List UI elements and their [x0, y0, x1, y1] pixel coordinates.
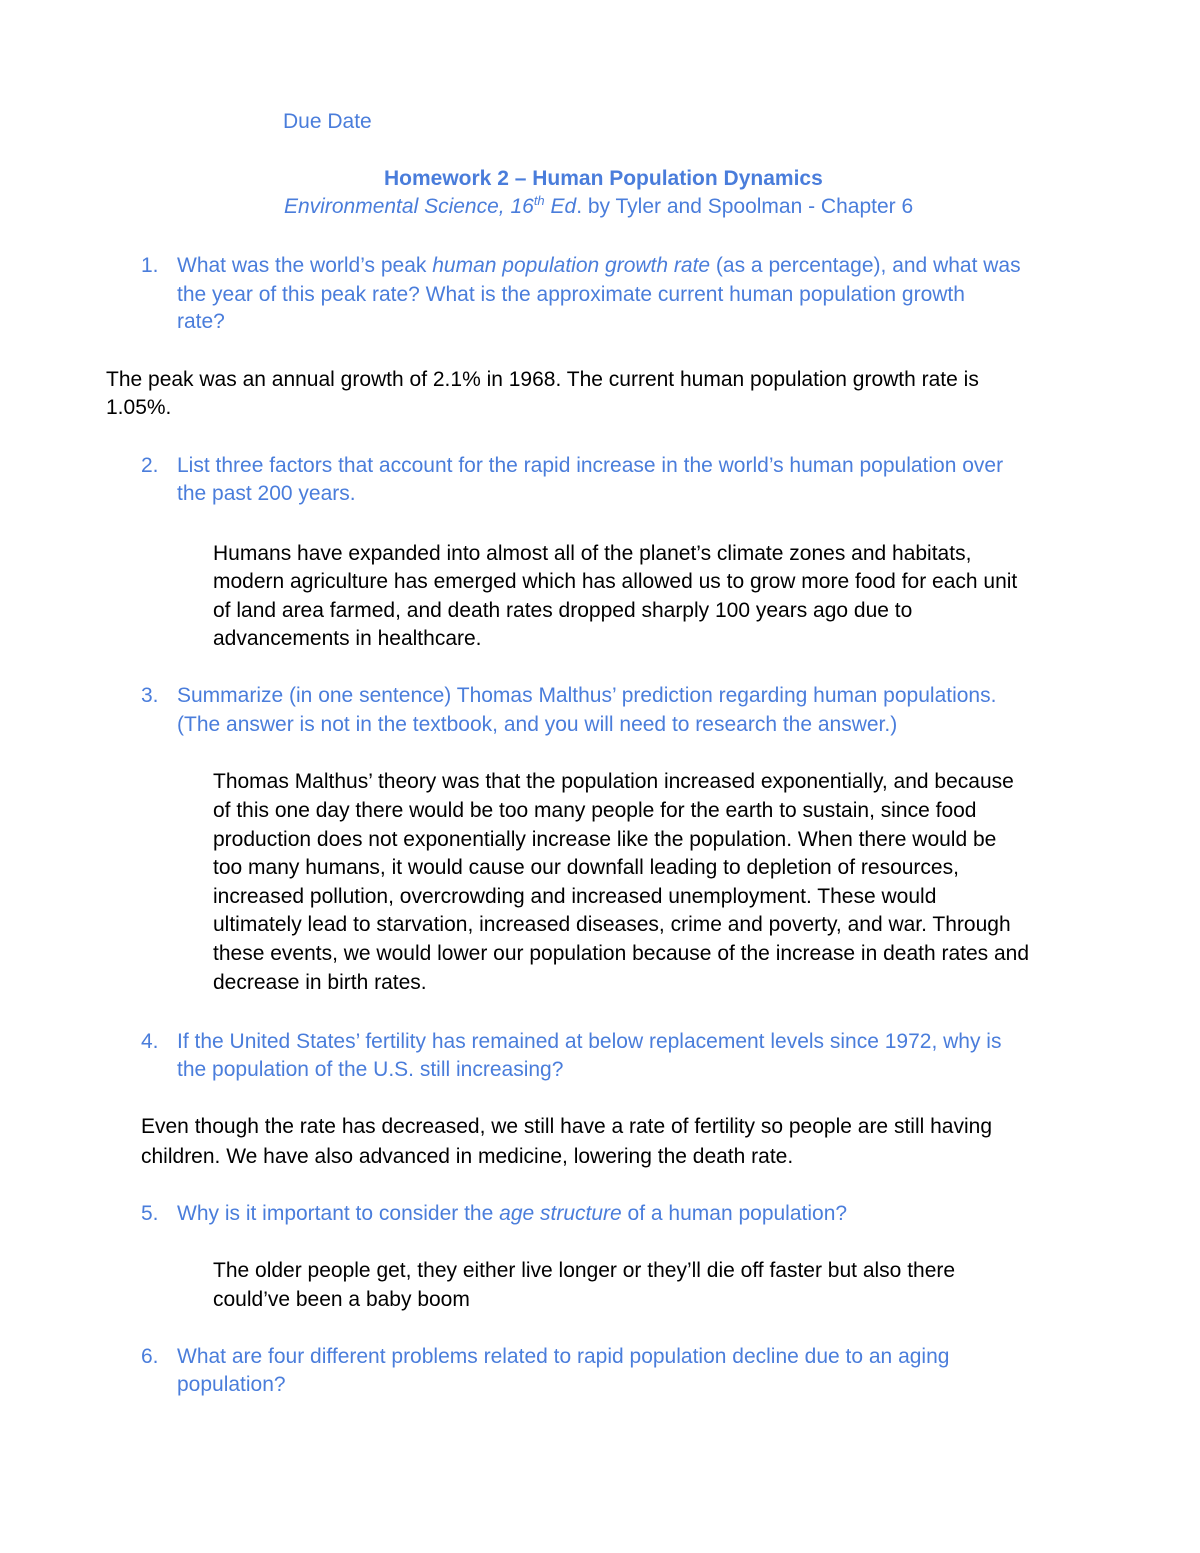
- question-number: 1.: [141, 254, 159, 277]
- question-text: (as a percentage), and what was: [710, 254, 1021, 277]
- answer-line: too many humans, it would cause our downfall leading to depletion of resources,: [213, 856, 959, 879]
- question-line: the year of this peak rate? What is the approximate current human population growth: [177, 283, 965, 306]
- answer-line: The peak was an annual growth of 2.1% in 1968. The current human population growth rate is: [106, 368, 979, 391]
- question-line: the population of the U.S. still increasing?: [177, 1058, 564, 1081]
- question-number: 6.: [141, 1345, 159, 1368]
- question-text: What was the world’s peak: [177, 254, 433, 277]
- question-text: of a human population?: [621, 1202, 848, 1225]
- answer-line: modern agriculture has emerged which has allowed us to grow more food for each unit: [213, 570, 1018, 593]
- answer-line: production does not exponentially increase like the population. When there would be: [213, 828, 997, 851]
- question-line: the past 200 years.: [177, 482, 356, 505]
- subtitle-book: Environmental Science, 16: [284, 195, 534, 218]
- answer-line: Thomas Malthus’ theory was that the population increased exponentially, and because: [213, 770, 1014, 793]
- answer-line: ultimately lead to starvation, increased diseases, crime and poverty, and war. Through: [213, 913, 1011, 936]
- subtitle-rest: . by Tyler and Spoolman - Chapter 6: [576, 195, 914, 218]
- answer-line: 1.05%.: [106, 396, 172, 419]
- question-line: What are four different problems related to rapid population decline due to an aging: [177, 1345, 950, 1368]
- question-number: 2.: [141, 454, 159, 477]
- answer-line: of land area farmed, and death rates dropped sharply 100 years ago due to: [213, 599, 913, 622]
- question-emphasis: age structure: [499, 1202, 622, 1225]
- homework-title: Homework 2 – Human Population Dynamics: [384, 167, 823, 190]
- due-date: Due Date: [283, 110, 372, 133]
- question-line: population?: [177, 1373, 286, 1396]
- answer-line: Humans have expanded into almost all of the planet’s climate zones and habitats,: [213, 542, 972, 565]
- answer-line: advancements in healthcare.: [213, 627, 482, 650]
- question-line: List three factors that account for the rapid increase in the world’s human population over: [177, 454, 1004, 477]
- question-line: If the United States’ fertility has remained at below replacement levels since 1972, why is: [177, 1030, 1002, 1053]
- question-line: rate?: [177, 310, 225, 333]
- subtitle-ed: Ed: [544, 195, 577, 218]
- question-line: Summarize (in one sentence) Thomas Malthus’ prediction regarding human populations.: [177, 684, 997, 707]
- question-number: 5.: [141, 1202, 159, 1225]
- answer-line: Even though the rate has decreased, we still have a rate of fertility so people are still having: [141, 1115, 992, 1138]
- answer-line: decrease in birth rates.: [213, 971, 427, 994]
- question-number: 4.: [141, 1030, 159, 1053]
- question-number: 3.: [141, 684, 159, 707]
- subtitle-sup: th: [533, 193, 545, 208]
- answer-line: could’ve been a baby boom: [213, 1288, 470, 1311]
- question-text: Why is it important to consider the: [177, 1202, 500, 1225]
- answer-line: increased pollution, overcrowding and increased unemployment. These would: [213, 885, 937, 908]
- answer-line: of this one day there would be too many people for the earth to sustain, since food: [213, 799, 977, 822]
- answer-line: these events, we would lower our population because of the increase in death rates and: [213, 942, 1030, 965]
- question-line: [177, 1200, 847, 1228]
- answer-line: The older people get, they either live longer or they’ll die off faster but also there: [213, 1259, 956, 1282]
- question-emphasis: human population growth rate: [432, 254, 711, 277]
- homework-subtitle: [284, 193, 913, 221]
- question-line: [177, 252, 1021, 280]
- question-line: (The answer is not in the textbook, and you will need to research the answer.): [177, 713, 898, 736]
- answer-line: children. We have also advanced in medicine, lowering the death rate.: [141, 1145, 794, 1168]
